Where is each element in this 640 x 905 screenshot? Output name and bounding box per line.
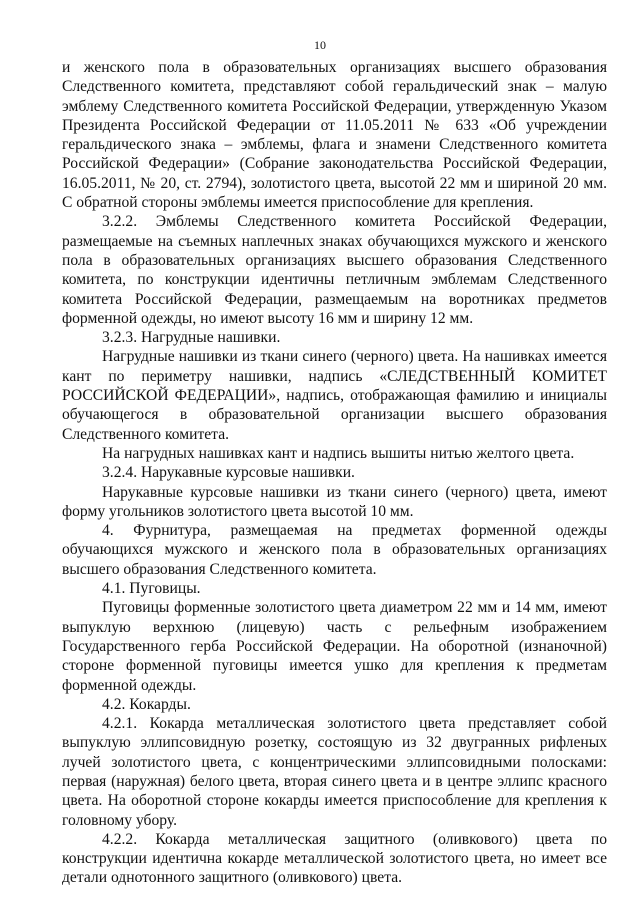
paragraph: 4. Фурнитура, размещаемая на предметах форменной одежды обучающихся мужского и женского пола в образовательных организациях высшего образования Следственного комитета.: [62, 522, 607, 578]
paragraph: и женского пола в образовательных организациях высшего образования Следственного комитета, представляют собой геральдический знак – малую эмблему Следственного комитета Российской Федерации, утвержденную Указом Президента Российской Федерации от 11.05.2011 № 633 «Об учреждении геральдического знака – эмблемы, флага и знамени Следственного комитета Российской Федерации» (Собрание законодательства Российской Федерации, 16.05.2011, № 20, ст. 2794), золотистого цвета, высотой 22 мм и шириной 20 мм. С обратной стороны эмблемы имеется приспособление для крепления.: [62, 59, 607, 212]
paragraph: Нагрудные нашивки из ткани синего (черного) цвета. На нашивках имеется кант по периметру нашивки, надпись «СЛЕДСТВЕННЫЙ КОМИТЕТ РОССИЙСКОЙ ФЕДЕРАЦИИ», надпись, отображающая фамилию и инициалы обучающегося в образовательной организации высшего образования Следственного комитета.: [62, 348, 607, 443]
page-number: 10: [314, 38, 326, 52]
paragraph: 3.2.4. Нарукавные курсовые нашивки.: [102, 464, 355, 482]
paragraph: Пуговицы форменные золотистого цвета диаметром 22 мм и 14 мм, имеют выпуклую верхнюю (лицевую) часть с рельефным изображением Государственного герба Российской Федерации. На оборотной (изнаночной) стороне форменной пуговицы имеется ушко для крепления к предметам форменной одежды.: [62, 599, 607, 694]
paragraph: Нарукавные курсовые нашивки из ткани синего (черного) цвета, имеют форму угольников золотистого цвета высотой 10 мм.: [62, 483, 607, 520]
document-body: [62, 58, 607, 888]
paragraph: 4.2. Кокарды.: [102, 695, 191, 713]
paragraph: 4.2.2. Кокарда металлическая защитного (оливкового) цвета по конструкции идентична кокарде металлической золотистого цвета, но имеет все детали однотонного защитного (оливкового) цвета.: [62, 830, 607, 887]
paragraph: 4.2.1. Кокарда металлическая золотистого цвета представляет собой выпуклую эллипсовидную розетку, состоящую из 32 двугранных рифленых лучей золотистого цвета, с концентрическими эллипсовидными полосками: первая (наружная) белого цвета, вторая синего цвета и в центре эллипс красного цвета. На оборотной стороне кокарды имеется приспособление для крепления к головному убору.: [62, 715, 607, 829]
paragraph: 4.1. Пуговицы.: [102, 580, 201, 598]
paragraph: 3.2.2. Эмблемы Следственного комитета Российской Федерации, размещаемые на съемных наплечных знаках обучающихся мужского и женского пола в образовательных организациях высшего образования Следственного комитета, по конструкции идентичны петличным эмблемам Следственного комитета Российской Федерации, размещаемым на воротниках предметов форменной одежды, но имеют высоту 16 мм и ширину 12 мм.: [62, 213, 607, 327]
paragraph: 3.2.3. Нагрудные нашивки.: [102, 329, 281, 347]
paragraph: На нагрудных нашивках кант и надпись вышиты нитью желтого цвета.: [102, 444, 575, 462]
